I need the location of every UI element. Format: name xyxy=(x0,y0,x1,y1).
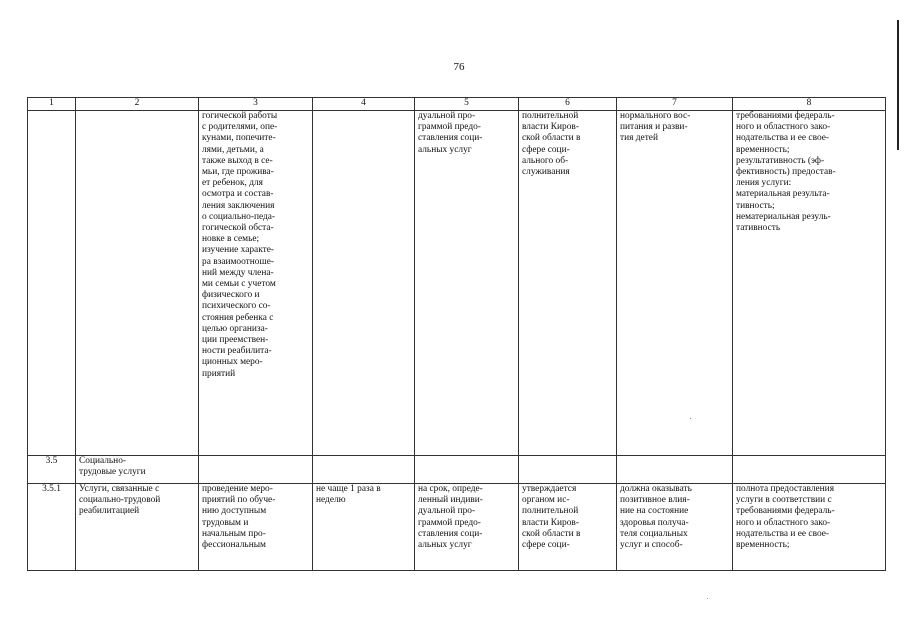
column-number: 7 xyxy=(617,98,733,111)
table-cell xyxy=(519,456,617,484)
table-cell: гогической работы с родителями, опе- кунами, попечите- лями, детьми, а также выход в се- мьи, где прожива- ет ребенок, для осмотра и состав- ления заключения о социально-педа- гогической обста- новке в семье; изучение характе- ра взаимоотноше- ний между члена- ми семьи с учетом физического и психического со- стояния ребенка с целью организа- ции преемствен- ности реабилита- ционных меро- приятий xyxy=(199,111,313,456)
table-cell: полнота предоставления услуги в соответствии с требованиями федераль- ного и областного зако- нодательства и ее свое- временность; xyxy=(733,484,886,571)
page-number: 76 xyxy=(453,61,465,73)
table-cell: проведение меро- приятий по обуче- нию доступным трудовым и начальным про- фессиональным xyxy=(199,484,313,571)
column-number: 1 xyxy=(28,98,76,111)
table-cell xyxy=(733,456,886,484)
column-number: 3 xyxy=(199,98,313,111)
table-cell xyxy=(76,111,199,456)
column-number: 6 xyxy=(519,98,617,111)
table-cell: нормального вос- питания и разви- тия детей xyxy=(617,111,733,456)
service-name-cell: Услуги, связанные с социально-трудовой реабилитацией xyxy=(76,484,199,571)
table-row-section-3-5 xyxy=(28,456,886,484)
services-table xyxy=(27,97,886,571)
table-cell xyxy=(415,456,519,484)
table-cell xyxy=(28,111,76,456)
section-number-cell: 3.5 xyxy=(28,456,76,484)
table-cell: требованиями федераль- ного и областного зако- нодательства и ее свое- временность; результативность (эф- фективность) предостав- ления услуги: материальная результа- тивность; нематериальная резуль- тативность xyxy=(733,111,886,456)
column-number: 4 xyxy=(313,98,415,111)
column-number-row xyxy=(28,98,886,111)
column-number: 5 xyxy=(415,98,519,111)
section-title-cell: Социально- трудовые услуги xyxy=(76,456,199,484)
table-cell: полнительной власти Киров- ской области в сфере соци- ального об- служивания xyxy=(519,111,617,456)
table-cell xyxy=(313,456,415,484)
table-cell: на срок, опреде- ленный индиви- дуальной про- граммой предо- ставления соци- альных услуг xyxy=(415,484,519,571)
column-number: 2 xyxy=(76,98,199,111)
item-number-cell: 3.5.1 xyxy=(28,484,76,571)
scan-edge-mark xyxy=(897,20,899,150)
table-cell xyxy=(617,456,733,484)
table-cell xyxy=(313,111,415,456)
table-cell: утверждается органом ис- полнительной власти Киров- ской области в сфере соци- xyxy=(519,484,617,571)
table-row-3-5-1 xyxy=(28,484,886,571)
table-cell: должна оказывать позитивное влия- ние на состояние здоровья получа- теля социальных услуг и способ- xyxy=(617,484,733,571)
table-cell: дуальной про- граммой предо- ставления соци- альных услуг xyxy=(415,111,519,456)
table-row-continuation xyxy=(28,111,886,456)
scan-speck xyxy=(707,598,708,599)
column-number: 8 xyxy=(733,98,886,111)
table-cell xyxy=(199,456,313,484)
table-cell: не чаще 1 раза в неделю xyxy=(313,484,415,571)
